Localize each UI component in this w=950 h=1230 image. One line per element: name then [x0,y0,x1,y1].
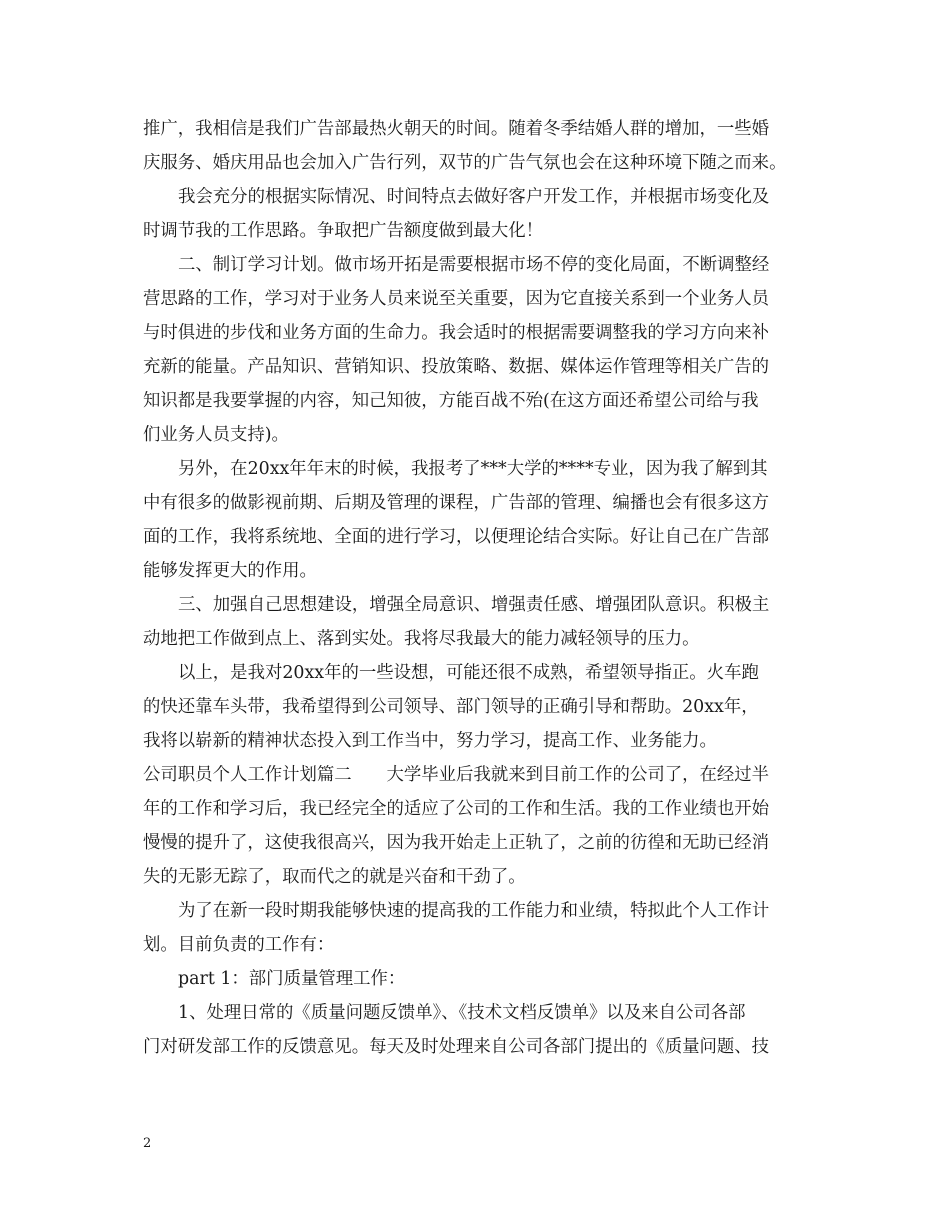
text-line: 的快还靠车头带，我希望得到公司领导、部门领导的正确引导和帮助。20xx年， [143,697,759,717]
text-line: 我将以崭新的精神状态投入到工作当中，努力学习，提高工作、业务能力。 [143,731,717,751]
text-line: 能够发挥更大的作用。 [143,561,317,581]
text-line: 动地把工作做到点上、落到实处。我将尽我最大的能力减轻领导的压力。 [143,629,700,649]
text-line: 营思路的工作，学习对于业务人员来说至关重要，因为它直接关系到一个业务人员 [143,289,770,309]
text-line: 推广，我相信是我们广告部最热火朝天的时间。随着冬季结婚人群的增加，一些婚 [143,119,770,139]
text-line: 时调节我的工作思路。争取把广告额度做到最大化！ [143,221,543,241]
text-line: 三、加强自己思想建设，增强全局意识、增强责任感、增强团队意识。积极主 [178,595,770,615]
page-number: 2 [143,1136,152,1151]
text-line: 二、制订学习计划。做市场开拓是需要根据市场不停的变化局面，不断调整经 [178,255,770,275]
text-line: 公司职员个人工作计划篇二 大学毕业后我就来到目前工作的公司了，在经过半 [143,765,770,785]
text-line: 们业务人员支持)。 [143,425,289,445]
text-line: 庆服务、婚庆用品也会加入广告行列，双节的广告气氛也会在这种环境下随之而来。 [143,153,787,173]
text-line: 慢慢的提升了，这使我很高兴，因为我开始走上正轨了，之前的彷徨和无助已经消 [143,833,770,853]
text-line: 门对研发部工作的反馈意见。每天及时处理来自公司各部门提出的《质量问题、技 [143,1037,770,1057]
text-line: 面的工作，我将系统地、全面的进行学习，以便理论结合实际。好让自己在广告部 [143,527,770,547]
text-line: 划。目前负责的工作有： [143,935,335,955]
text-line: 与时俱进的步伐和业务方面的生命力。我会适时的根据需要调整我的学习方向来补 [143,323,770,343]
text-line: 我会充分的根据实际情况、时间特点去做好客户开发工作，并根据市场变化及 [178,187,770,207]
text-line: 以上，是我对20xx年的一些设想，可能还很不成熟，希望领导指正。火车跑 [178,663,759,683]
text-line: 中有很多的做影视前期、后期及管理的课程，广告部的管理、编播也会有很多这方 [143,493,770,513]
text-line: 另外，在20xx年年末的时候，我报考了***大学的****专业，因为我了解到其 [178,459,768,479]
text-line: 为了在新一段时期我能够快速的提高我的工作能力和业绩，特拟此个人工作计 [178,901,770,921]
text-line: 充新的能量。产品知识、营销知识、投放策略、数据、媒体运作管理等相关广告的 [143,357,770,377]
text-line: 1、处理日常的《质量问题反馈单》、《技术文档反馈单》以及来自公司各部 [178,1003,746,1023]
text-line: 知识都是我要掌握的内容，知己知彼，方能百战不殆(在这方面还希望公司给与我 [143,391,759,411]
text-line: 失的无影无踪了，取而代之的就是兴奋和干劲了。 [143,867,526,887]
text-line: 年的工作和学习后，我已经完全的适应了公司的工作和生活。我的工作业绩也开始 [143,799,770,819]
text-line: part 1：部门质量管理工作： [178,969,406,989]
document-body [143,112,823,1064]
